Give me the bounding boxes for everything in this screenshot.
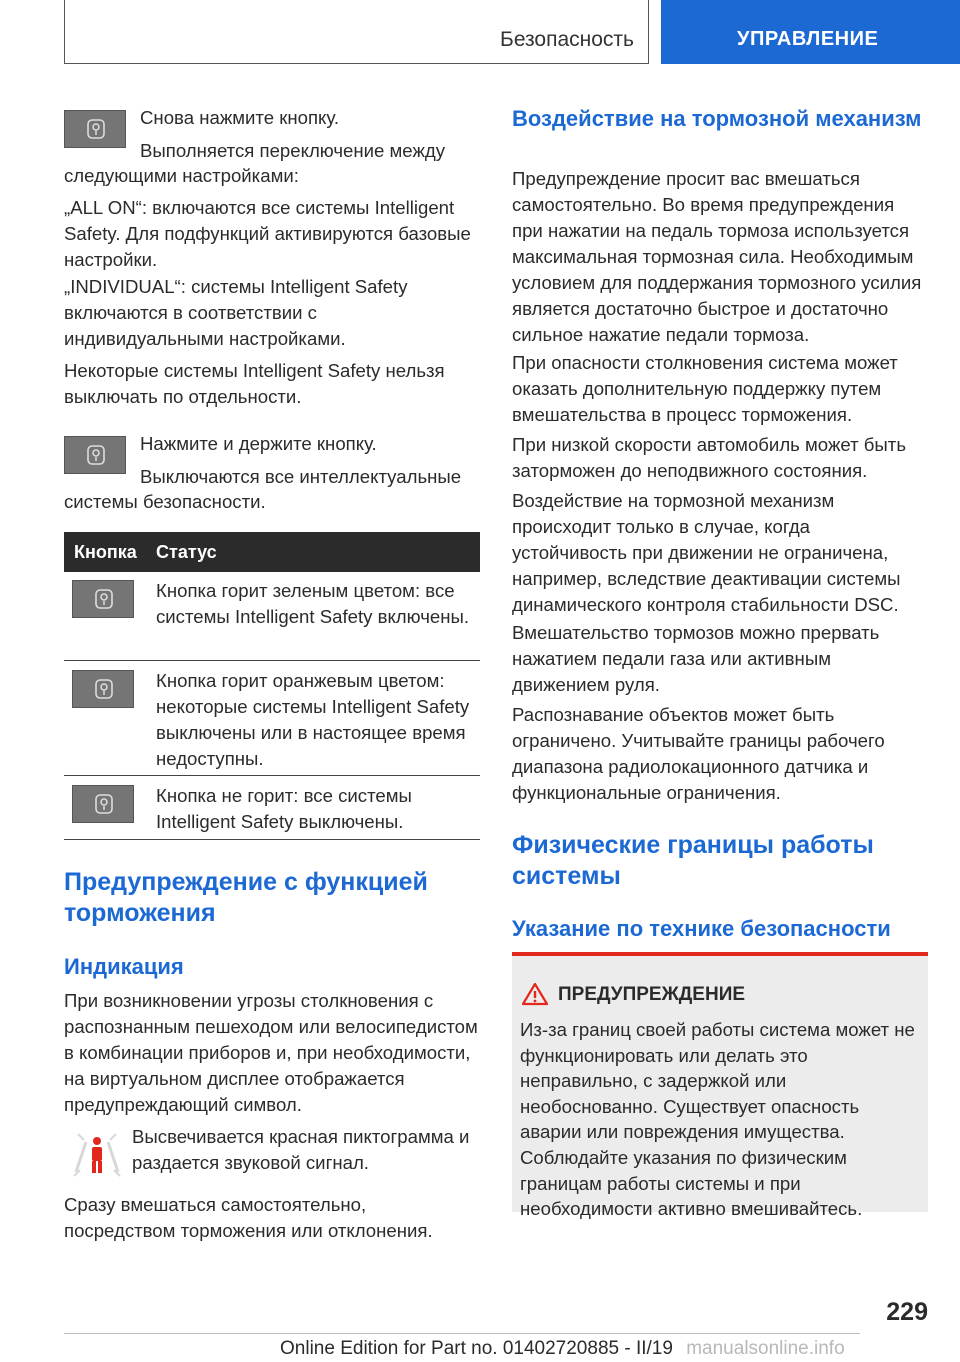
warning-symbol-text: Высвечивается красная пиктограмма и раздается звуковой сигнал. [132, 1126, 470, 1173]
table-row [64, 572, 480, 661]
instruction-switch-line2: следующими настройками: [64, 165, 299, 186]
heading-safety-note: Указание по технике безопасности [512, 916, 891, 941]
intelligent-safety-button-icon [64, 110, 126, 148]
warning-text: Из-за границ своей работы система может не функционировать или делать это неправильно, с задержкой или необоснованно. Существует опасность аварии или повреждения имущества. Соблюдайте указания по физическим границам работы системы и при необходимости активно вмешивайтесь. [520, 1019, 915, 1220]
watermark-site[interactable]: manualsonline.info [686, 1338, 845, 1359]
brake-paragraph-3: При низкой скорости автомобиль может быть заторможен до неподвижного состояния. [512, 434, 907, 481]
warning-triangle-icon [522, 982, 548, 1006]
setting-individual: „INDIVIDUAL“: системы Intelligent Safety включаются в соответствии с индивидуальными настройками. [64, 276, 408, 349]
table-row [64, 660, 480, 776]
button-green-icon [72, 580, 134, 618]
result-all-off-line1: Выключаются все интеллектуальные [140, 466, 462, 487]
button-orange-icon [72, 670, 134, 708]
button-off-icon [72, 785, 134, 823]
status-cell: Кнопка горит оранжевым цветом: некоторые системы Intelligent Safety выключены или в настоящее время недоступны. [156, 670, 470, 769]
chapter-header [661, 0, 960, 64]
section-header [64, 0, 649, 64]
instruction-switch-line1: Выполняется переключение между [140, 140, 446, 161]
heading-system-limits: Физические границы работы системы [512, 831, 874, 890]
warning-box [512, 952, 928, 1220]
edition-info [280, 1338, 845, 1360]
pedestrian-warning-icon [70, 1132, 124, 1178]
instruction-press-hold: Нажмите и держите кнопку. [140, 433, 377, 454]
status-cell: Кнопка горит зеленым цветом: все системы Intelligent Safety включены. [156, 580, 470, 627]
edition-text: Online Edition for Part no. 01402720885 - II/19 [280, 1338, 673, 1359]
note-cannot-disable: Некоторые системы Intelligent Safety нельзя выключать по отдельности. [64, 360, 445, 407]
status-cell: Кнопка не горит: все системы Intelligent Safety выключены. [156, 785, 412, 832]
status-table-header [64, 532, 480, 572]
brake-paragraph-2: При опасности столкновения система может оказать дополнительную поддержку путем вмешательства в процесс торможения. [512, 352, 898, 425]
brake-paragraph-5: Вмешательство тормозов можно прервать нажатием педали газа или активным движением руля. [512, 622, 880, 695]
brake-paragraph-1: Предупреждение просит вас вмешаться самостоятельно. Во время предупреждения при нажатии на педаль тормоза используется максимальная тормозная сила. Необходимым условием для поддержания тормозного усилия является достаточно быстрое и достаточно сильное нажатие педали тормоза. [512, 168, 922, 345]
column-header-status: Статус [156, 542, 217, 562]
brake-paragraph-6: Распознавание объектов может быть ограничено. Учитывайте границы рабочего диапазона радиолокационного датчика и функциональные ограничения. [512, 704, 885, 803]
section-title: Безопасность [500, 28, 634, 51]
indication-text: При возникновении угрозы столкновения с распознанным пешеходом или велосипедистом в комбинации приборов и, при необходимости, на виртуальном дисплее отображается предупреждающий символ. [64, 990, 478, 1115]
instruction-press-again: Снова нажмите кнопку. [140, 107, 340, 128]
footer-divider [64, 1333, 860, 1334]
intelligent-safety-button-icon [64, 436, 126, 474]
warning-title: ПРЕДУПРЕЖДЕНИЕ [558, 984, 746, 1005]
chapter-title: УПРАВЛЕНИЕ [737, 28, 879, 50]
action-text: Сразу вмешаться самостоятельно, посредством торможения или отклонения. [64, 1194, 433, 1241]
section-heading-braking-warning: Предупреждение с функцией торможения [64, 868, 428, 927]
result-all-off-line2: системы безопасности. [64, 491, 266, 512]
table-row [64, 775, 480, 840]
brake-paragraph-4: Воздействие на тормозной механизм происходит только в случае, когда устойчивость при движении не ограничена, например, вследствие деактивации системы динамического контроля стабильности DSC. [512, 490, 901, 615]
heading-brake-intervention: Воздействие на тормозной механизм [512, 106, 922, 131]
subheading-indication: Индикация [64, 954, 184, 979]
setting-all-on: „ALL ON“: включаются все системы Intelligent Safety. Для подфункций активируются базовые настройки. [64, 197, 471, 270]
page-number: 229 [886, 1298, 928, 1326]
column-header-button: Кнопка [74, 542, 137, 562]
